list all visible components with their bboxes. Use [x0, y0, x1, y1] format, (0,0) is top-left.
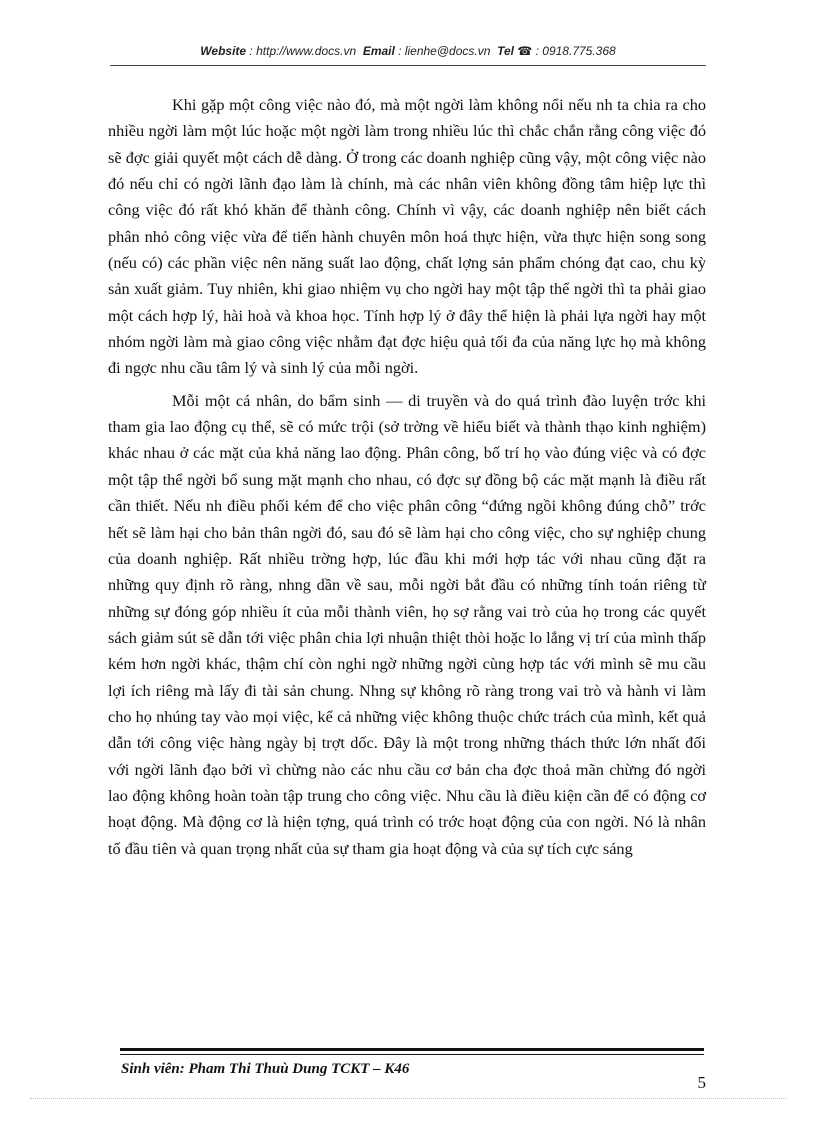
page-number: 5 — [697, 1073, 706, 1092]
website-url: : http://www.docs.vn — [246, 44, 357, 58]
paragraph-1: Khi gặp một công việc nào đó, mà một ngời làm không nổi nếu nh ta chia ra cho nhiều ngời làm một lúc hoặc một ngời làm trong nhiều lúc thì chắc chắn rằng công việc đó sẽ đợc giải quyết một cách dễ dàng. Ở trong các doanh nghiệp cũng vậy, một công việc nào đó nếu chỉ có ngời lãnh đạo làm là chính, mà các nhân viên không đồng tâm hiệp lực thì công việc đó rất khó khăn để thành công. Chính vì vậy, các doanh nghiệp nên biết cách phân nhỏ công việc vừa để tiến hành chuyên môn hoá thực hiện, vừa thực hiện song song (nếu có) các phần việc nên năng suất lao động, chất lợng sản phẩm chóng đạt cao, chu kỳ sản xuất giảm. Tuy nhiên, khi giao nhiệm vụ cho ngời hay một tập thể ngời thì ta phải giao một cách hợp lý, hài hoà và khoa học. Tính hợp lý ở đây thể hiện là phải lựa ngời hay một nhóm ngời làm mà giao công việc nhằm đạt đợc hiệu quả tối đa của năng lực họ mà không đi ngợc nhu cầu tâm lý và sinh lý của mỗi ngời. — [108, 95, 706, 378]
footer-divider-thick — [120, 1048, 704, 1051]
footer-author-credit: Sinh viên: Pham Thi Thuù Dung TCKT – K46 — [121, 1061, 410, 1077]
paragraph-2: Mỗi một cá nhân, do bẩm sinh — di truyền và do quá trình đào luyện trớc khi tham gia lao động cụ thể, sẽ có mức trội (sở trờng về hiểu biết và thành thạo kinh nghiệm) khác nhau ở các mặt của khả năng lao động. Phân công, bố trí họ vào đúng việc và có đợc một tập thể ngời bổ sung mặt mạnh cho nhau, có đợc sự đồng bộ các mặt mạnh là điều rất cần thiết. Nếu nh điều phối kém để cho việc phân công “đứng ngồi không đúng chỗ” trớc hết sẽ làm hại cho bản thân ngời đó, sau đó sẽ làm hại cho công việc, cho sự nghiệp chung của doanh nghiệp. Rất nhiều trờng hợp, lúc đầu khi mới hợp tác với nhau cũng đặt ra những quy định rõ ràng, nhng dần về sau, mỗi ngời bắt đầu có những tính toán riêng từ những sự đóng góp nhiều ít của mỗi thành viên, họ sợ rằng vai trò của họ trong các quyết sách giảm sút sẽ dẫn tới việc phân chia lợi nhuận thiệt thòi hoặc lo lắng vị trí của mình thấp kém hơn ngời khác, thậm chí còn nghi ngờ những ngời cùng hợp tác với mình sẽ mu cầu lợi ích riêng mà lấy đi tài sản chung. Nhng sự không rõ ràng trong vai trò và hành vi làm cho họ nhúng tay vào mọi việc, kể cả những việc không thuộc chức trách của mình, kết quả dẫn tới công việc hàng ngày bị trợt dốc. Đây là một trong những thách thức lớn nhất đối với ngời lãnh đạo bởi vì chừng nào các nhu cầu cơ bản cha đợc thoả mãn chừng đó ngời lao động không hoàn toàn tập trung cho công việc. Nhu cầu là điều kiện cần để có động cơ hoạt động. Mà động cơ là hiện tợng, quá trình có trớc hoạt động của con ngời. Nó là nhân tố đầu tiên và quan trọng nhất của sự tham gia hoạt động và của sự tích cực sáng — [108, 390, 706, 858]
footer-divider-thin — [120, 1054, 704, 1055]
tel-label: Tel — [497, 44, 514, 58]
phone-number: : 0918.775.368 — [532, 44, 616, 58]
website-label: Website — [200, 44, 247, 58]
page-header — [110, 44, 706, 58]
email-address: : lienhe@docs.vn — [394, 44, 491, 58]
page-bottom-border — [30, 1098, 786, 1099]
email-label: Email — [362, 44, 395, 58]
phone-icon: ☎ — [517, 44, 533, 58]
header-divider — [110, 65, 706, 66]
document-body — [108, 92, 706, 862]
